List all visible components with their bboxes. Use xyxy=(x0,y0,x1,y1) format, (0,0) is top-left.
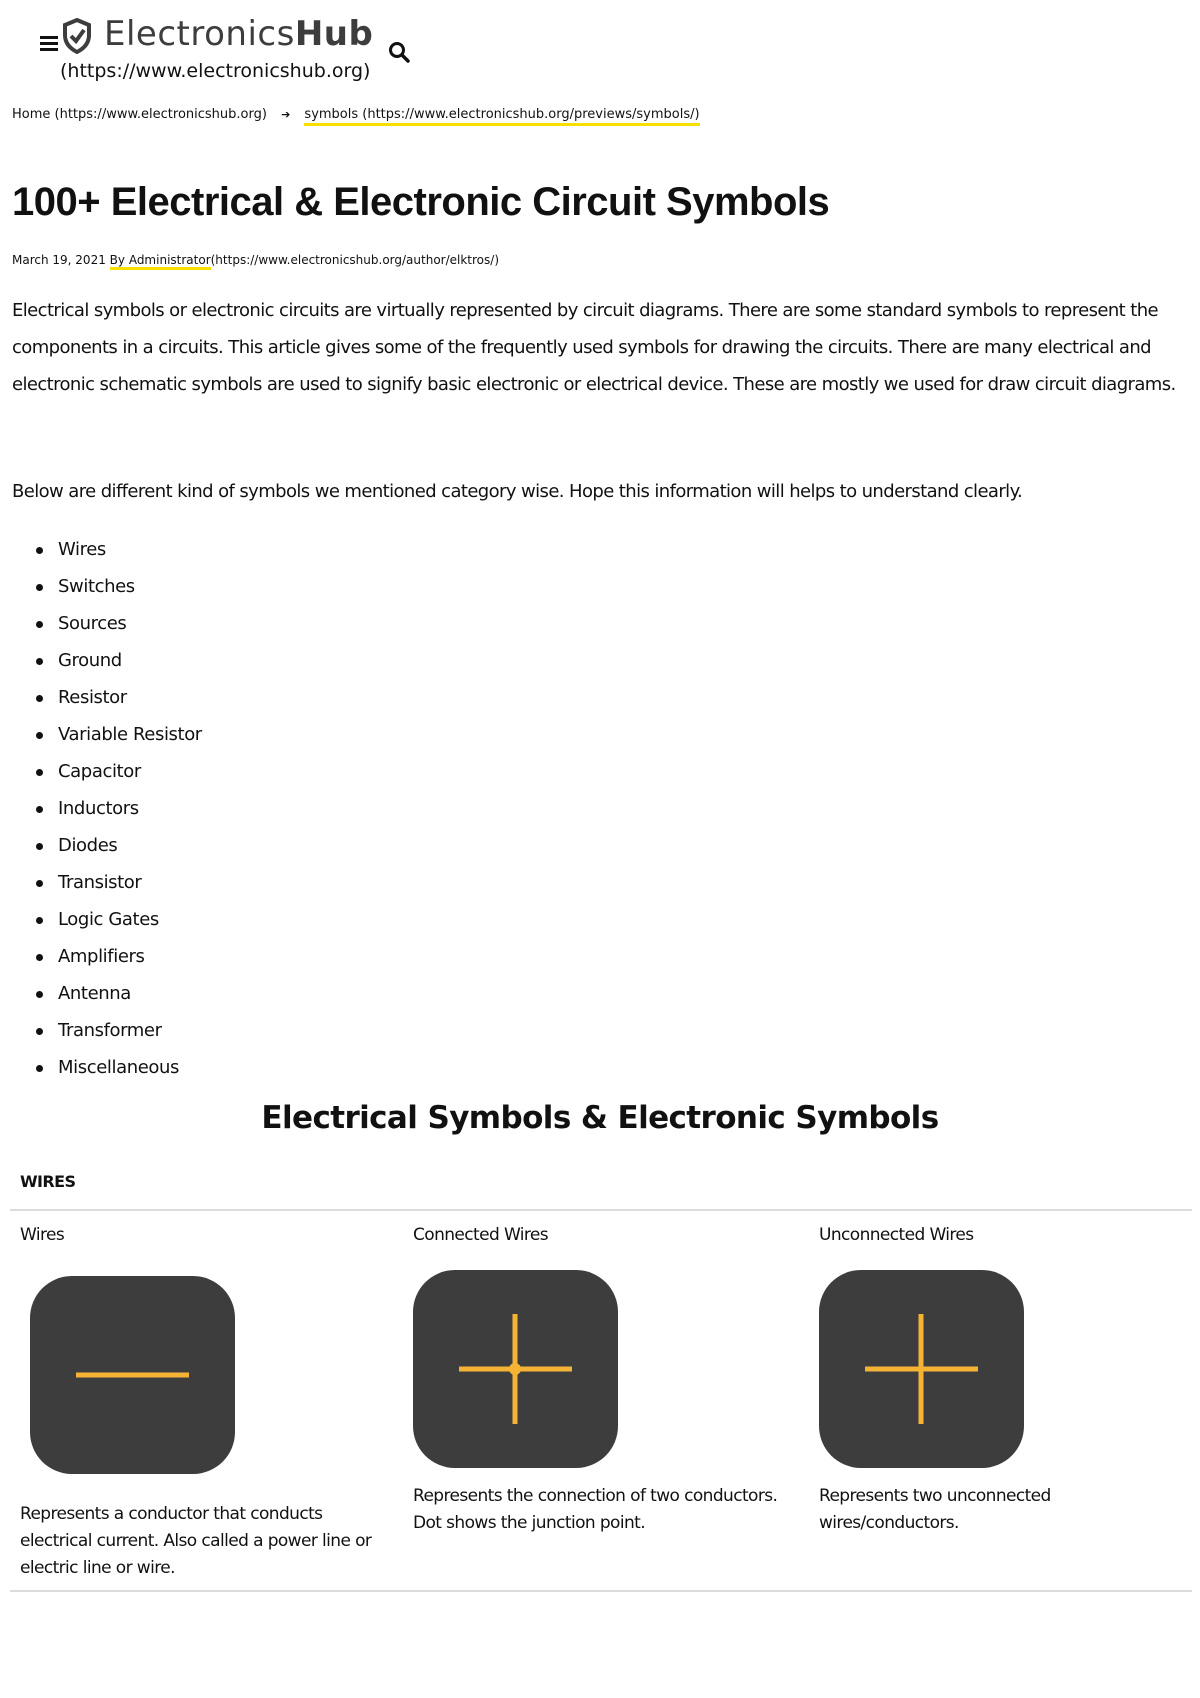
category-list xyxy=(58,535,202,1090)
author-url: (https://www.electronicshub.org/author/elktros/) xyxy=(210,253,499,267)
category-list-item: Logic Gates xyxy=(58,905,202,942)
table-top-divider xyxy=(10,1209,1192,1211)
shield-logo-icon xyxy=(62,18,92,54)
category-list-item: Resistor xyxy=(58,683,202,720)
category-list-item: Transformer xyxy=(58,1016,202,1053)
symbol-name: Connected Wires xyxy=(413,1225,549,1245)
intro-paragraph: Electrical symbols or electronic circuits are virtually represented by circuit diagrams. There are some standard symbols to represent the components in a circuits. This article gives some of the frequently used symbols for drawing the circuits. There are many electrical and electronic schematic symbols are used to signify basic electronic or electrical device. These are mostly we used for draw circuit diagrams. xyxy=(12,300,1176,395)
category-list-item: Wires xyxy=(58,535,202,572)
search-icon[interactable] xyxy=(388,41,410,63)
table-bottom-divider xyxy=(10,1590,1192,1592)
symbol-name: Wires xyxy=(20,1225,65,1245)
logo-url[interactable]: (https://www.electronicshub.org) xyxy=(60,60,371,82)
category-list-item: Variable Resistor xyxy=(58,720,202,757)
unconnected-wires-symbol-icon xyxy=(819,1270,1024,1468)
breadcrumb xyxy=(12,107,700,122)
author-link[interactable]: By Administrator xyxy=(110,253,211,270)
symbol-description: Represents the connection of two conductors. Dot shows the junction point. xyxy=(413,1486,778,1533)
category-list-item: Diodes xyxy=(58,831,202,868)
wire-symbol-icon xyxy=(30,1276,235,1474)
symbol-cell-wires xyxy=(20,1225,400,1585)
category-intro-paragraph: Below are different kind of symbols we mentioned category wise. Hope this information will helps to understand clearly. xyxy=(12,481,1023,502)
category-list-item: Antenna xyxy=(58,979,202,1016)
publish-date: March 19, 2021 xyxy=(12,253,106,267)
site-header xyxy=(0,0,1200,90)
category-list-item: Capacitor xyxy=(58,757,202,794)
page-title: 100+ Electrical & Electronic Circuit Symbols xyxy=(12,180,830,224)
symbol-name: Unconnected Wires xyxy=(819,1225,974,1245)
breadcrumb-symbols-link[interactable]: symbols (https://www.electronicshub.org/previews/symbols/) xyxy=(304,107,699,126)
symbol-description: Represents two unconnected wires/conductors. xyxy=(819,1486,1051,1533)
category-list-item: Ground xyxy=(58,646,202,683)
hamburger-menu-icon[interactable] xyxy=(40,36,58,52)
site-logo[interactable]: ElectronicsHub xyxy=(104,14,374,54)
category-list-item: Transistor xyxy=(58,868,202,905)
connected-wires-symbol-icon xyxy=(413,1270,618,1468)
category-list-item: Inductors xyxy=(58,794,202,831)
symbol-description: Represents a conductor that conducts electrical current. Also called a power line or electric line or wire. xyxy=(20,1504,372,1578)
article-meta xyxy=(12,253,499,267)
symbol-cell-unconnected-wires xyxy=(819,1225,1199,1585)
section-title: Electrical Symbols & Electronic Symbols xyxy=(261,1100,939,1136)
category-list-item: Sources xyxy=(58,609,202,646)
category-list-item: Switches xyxy=(58,572,202,609)
symbol-cell-connected-wires xyxy=(413,1225,793,1585)
category-heading-wires: WIRES xyxy=(20,1172,76,1191)
breadcrumb-home-link[interactable]: Home (https://www.electronicshub.org) xyxy=(12,107,267,122)
category-list-item: Miscellaneous xyxy=(58,1053,202,1090)
category-list-item: Amplifiers xyxy=(58,942,202,979)
breadcrumb-arrow-icon: ➔ xyxy=(281,108,291,121)
